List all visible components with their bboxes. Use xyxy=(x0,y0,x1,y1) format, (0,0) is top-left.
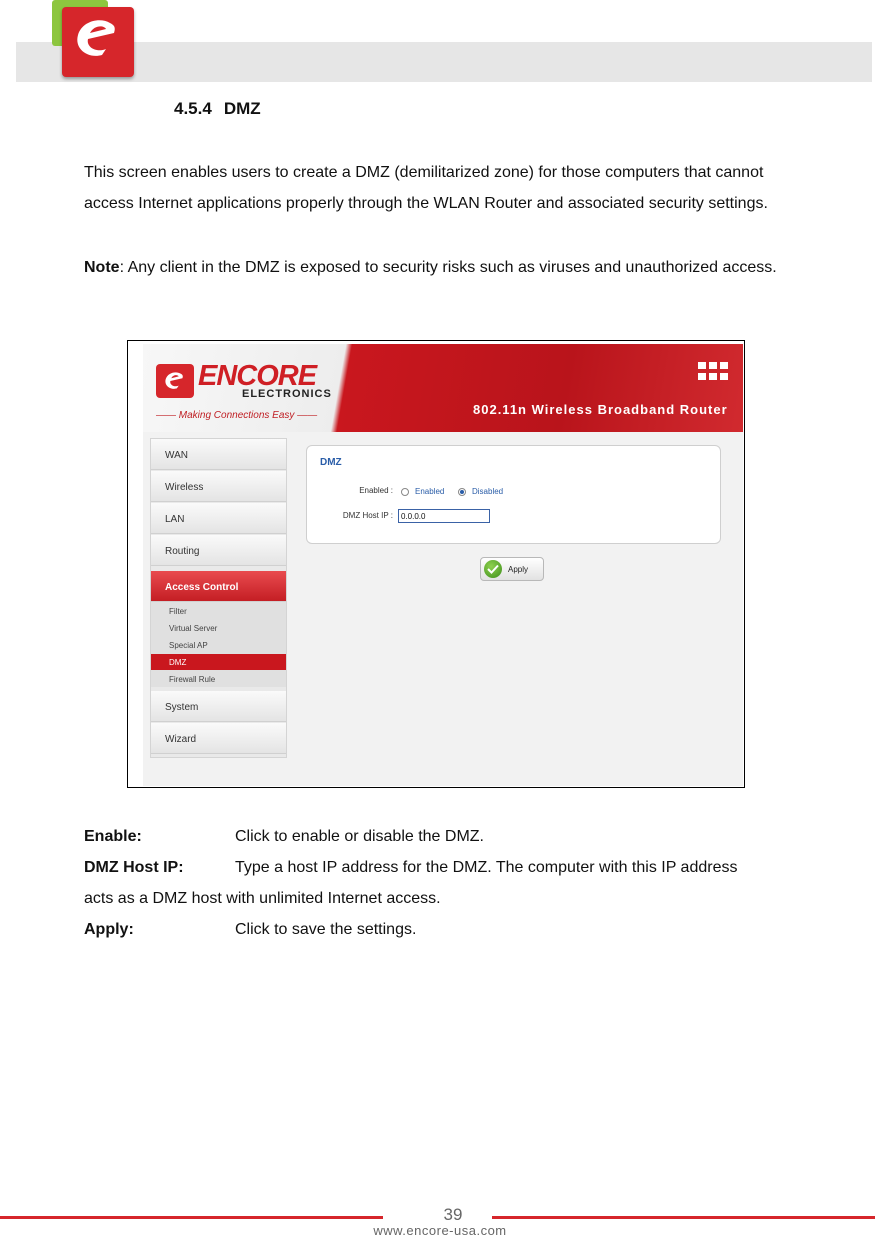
section-heading: DMZ xyxy=(223,99,261,118)
apply-button-label: Apply xyxy=(508,565,529,574)
router-sidebar xyxy=(150,438,287,758)
subnav-virtual-server[interactable]: Virtual Server xyxy=(169,624,218,633)
definition-apply xyxy=(84,914,804,945)
subnav-filter[interactable]: Filter xyxy=(169,607,187,616)
nav-routing[interactable]: Routing xyxy=(151,535,286,566)
brand-sub: ELECTRONICS xyxy=(242,388,332,400)
brand-e-icon xyxy=(162,369,188,393)
apply-button[interactable] xyxy=(480,557,544,581)
definition-term: Apply: xyxy=(84,921,134,938)
grid-icon xyxy=(698,362,728,386)
note-text: : Any client in the DMZ is exposed to security risks such as viruses and unauthorized access. xyxy=(119,259,777,276)
section-title xyxy=(174,99,261,119)
router-brand xyxy=(156,360,350,421)
footer-rule-right xyxy=(492,1216,875,1219)
definition-description: Type a host IP address for the DMZ. The computer with this IP address xyxy=(235,859,738,876)
intro-paragraph: This screen enables users to create a DMZ (demilitarized zone) for those computers that cannot access Internet applications properly through the WLAN Router and associated security settings. xyxy=(84,164,768,212)
product-title: 802.11n Wireless Broadband Router xyxy=(473,402,728,417)
field-definitions xyxy=(84,821,804,945)
dmz-panel xyxy=(306,445,721,544)
checkmark-icon xyxy=(484,560,502,578)
nav-lan[interactable]: LAN xyxy=(151,503,286,534)
logo-e-icon xyxy=(70,15,126,63)
subnav-dmz[interactable]: DMZ xyxy=(151,654,286,670)
definition-description: Click to enable or disable the DMZ. xyxy=(235,828,484,845)
enabled-option-label[interactable]: Enabled xyxy=(415,487,445,496)
footer-website: www.encore-usa.com xyxy=(373,1223,507,1238)
definition-host-ip xyxy=(84,852,804,883)
definition-term: Enable: xyxy=(84,828,142,845)
nav-access-control[interactable]: Access Control xyxy=(151,571,286,602)
host-ip-label: DMZ Host IP : xyxy=(342,511,393,520)
router-screenshot xyxy=(127,340,745,788)
page-number: 39 xyxy=(443,1205,463,1224)
enabled-radio[interactable] xyxy=(401,488,409,496)
definition-description: Click to save the settings. xyxy=(235,921,417,938)
nav-wan[interactable]: WAN xyxy=(151,439,286,470)
definition-term: DMZ Host IP: xyxy=(84,859,184,876)
panel-title: DMZ xyxy=(320,457,342,468)
footer-rule-left xyxy=(0,1216,383,1219)
access-control-submenu xyxy=(151,602,286,687)
definition-host-ip-continuation: acts as a DMZ host with unlimited Internet access. xyxy=(84,890,441,907)
subnav-firewall-rule[interactable]: Firewall Rule xyxy=(169,675,216,684)
disabled-option-label[interactable]: Disabled xyxy=(472,487,504,496)
brand-mark xyxy=(156,364,194,398)
definition-enable xyxy=(84,821,804,852)
encore-logo xyxy=(52,0,134,78)
router-banner xyxy=(143,344,743,432)
section-number: 4.5.4 xyxy=(174,99,212,118)
note-paragraph xyxy=(84,252,804,283)
disabled-radio[interactable] xyxy=(458,488,466,496)
enabled-label: Enabled : xyxy=(359,486,393,495)
nav-wireless[interactable]: Wireless xyxy=(151,471,286,502)
nav-wizard[interactable]: Wizard xyxy=(151,723,286,754)
brand-tagline: —— Making Connections Easy —— xyxy=(156,410,318,421)
brand-name: ENCORE xyxy=(198,360,317,392)
header-band xyxy=(16,42,872,82)
subnav-special-ap[interactable]: Special AP xyxy=(169,641,208,650)
nav-system[interactable]: System xyxy=(151,691,286,722)
host-ip-input[interactable] xyxy=(398,509,490,523)
note-label: Note xyxy=(84,259,120,276)
